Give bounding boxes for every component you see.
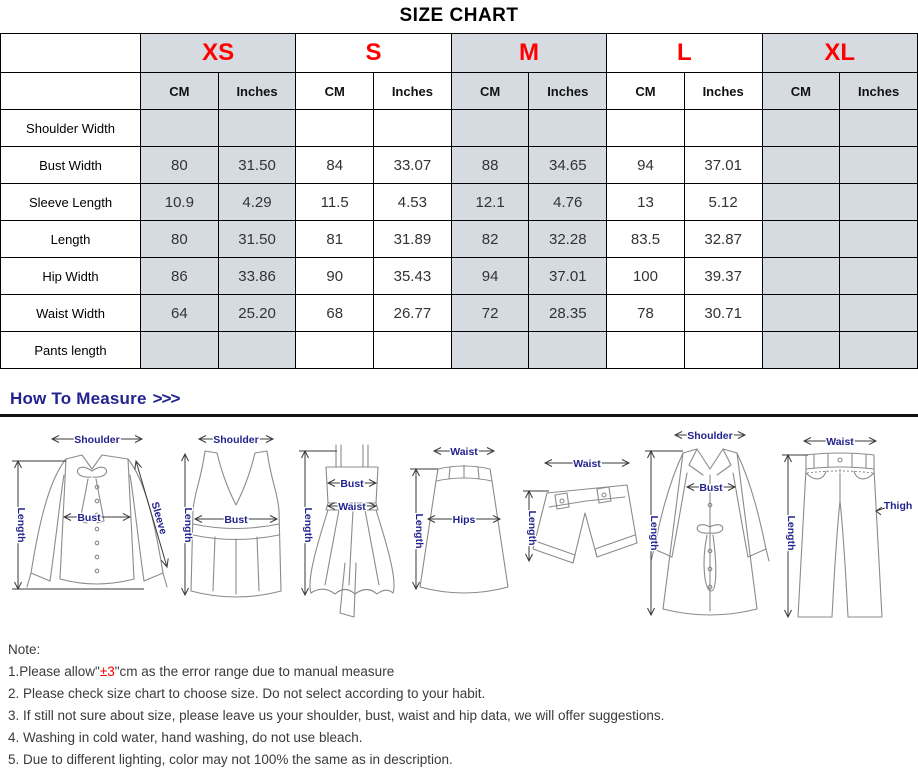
cell (684, 110, 762, 147)
size-chart-table (0, 33, 918, 369)
cell (762, 295, 840, 332)
shorts-length-label: Length (525, 510, 538, 546)
table-row (1, 110, 918, 147)
blouse-diagram (4, 429, 174, 629)
row-label: Shoulder Width (1, 110, 141, 147)
table-row (1, 147, 918, 184)
coat-length-label: Length (648, 515, 661, 551)
unit-header: Inches (684, 73, 762, 110)
note-line-3: 3. If still not sure about size, please leave us your shoulder, bust, waist and hip data, we will offer suggestions. (8, 708, 665, 723)
cell (374, 110, 452, 147)
note-line-1: 1.Please allow"±3"cm as the error range due to manual measure (8, 664, 395, 679)
cell (218, 332, 296, 369)
pants-thigh-label: Thigh (883, 500, 913, 512)
size-header-xl: XL (762, 34, 918, 73)
row-label: Hip Width (1, 258, 141, 295)
size-header-l: L (607, 34, 762, 73)
chevrons-icon: >>> (152, 389, 180, 408)
cell: 84 (296, 147, 374, 184)
cell (607, 110, 685, 147)
cell (762, 184, 840, 221)
cell: 12.1 (451, 184, 529, 221)
cell (529, 332, 607, 369)
skirt-length-label: Length (412, 513, 425, 549)
pants-waist-label: Waist (826, 436, 854, 448)
corner-cell-2 (1, 73, 141, 110)
cell: 86 (141, 258, 219, 295)
cell (296, 332, 374, 369)
row-label: Bust Width (1, 147, 141, 184)
how-to-measure-label: How To Measure (10, 389, 147, 408)
cell (840, 147, 918, 184)
cell: 31.50 (218, 221, 296, 258)
pants-diagram (776, 429, 914, 634)
cell: 35.43 (374, 258, 452, 295)
cell: 37.01 (684, 147, 762, 184)
size-header-row (1, 34, 918, 73)
cell: 37.01 (529, 258, 607, 295)
cell: 28.35 (529, 295, 607, 332)
row-label: Sleeve Length (1, 184, 141, 221)
note-line-2: 2. Please check size chart to choose size. Do not select according to your habit. (8, 686, 486, 701)
cell (141, 110, 219, 147)
cell (762, 147, 840, 184)
how-to-measure-heading (0, 389, 918, 409)
coat-diagram (643, 425, 773, 630)
cell (840, 184, 918, 221)
cell: 5.12 (684, 184, 762, 221)
cell (840, 332, 918, 369)
cell: 88 (451, 147, 529, 184)
unit-header-row (1, 73, 918, 110)
cell: 94 (451, 258, 529, 295)
cell: 25.20 (218, 295, 296, 332)
unit-header: Inches (529, 73, 607, 110)
cell: 78 (607, 295, 685, 332)
cell: 34.65 (529, 147, 607, 184)
cell: 31.50 (218, 147, 296, 184)
tank-length-label: Length (181, 507, 194, 543)
cell (762, 221, 840, 258)
tank-top-diagram (177, 429, 291, 629)
cell (840, 258, 918, 295)
pants-length-label: Length (784, 515, 797, 551)
cell (762, 110, 840, 147)
cell: 72 (451, 295, 529, 332)
table-row (1, 332, 918, 369)
note-line-4: 4. Washing in cold water, hand washing, do not use bleach. (8, 730, 363, 745)
cell: 80 (141, 147, 219, 184)
cell (840, 221, 918, 258)
cell (840, 110, 918, 147)
cell: 83.5 (607, 221, 685, 258)
error-range-value: ±3 (99, 664, 115, 679)
cell: 26.77 (374, 295, 452, 332)
table-row (1, 258, 918, 295)
cell: 100 (607, 258, 685, 295)
page-title: SIZE CHART (399, 5, 519, 26)
dress-diagram (293, 433, 405, 633)
unit-header: CM (762, 73, 840, 110)
cell: 4.53 (374, 184, 452, 221)
dress-bust-label: Bust (340, 478, 364, 490)
size-header-s: S (296, 34, 451, 73)
cell: 31.89 (374, 221, 452, 258)
skirt-hips-label: Hips (452, 514, 476, 526)
cell: 32.87 (684, 221, 762, 258)
cell: 4.29 (218, 184, 296, 221)
cell (141, 332, 219, 369)
note-line-5: 5. Due to different lighting, color may not 100% the same as in description. (8, 752, 453, 767)
tank-shoulder-label: Shoulder (212, 434, 259, 446)
cell (529, 110, 607, 147)
skirt-diagram (408, 439, 516, 639)
cell: 81 (296, 221, 374, 258)
unit-header: Inches (840, 73, 918, 110)
blouse-bust-label: Bust (77, 512, 101, 524)
cell: 10.9 (141, 184, 219, 221)
cell (840, 295, 918, 332)
cell (451, 110, 529, 147)
shorts-waist-label: Waist (572, 458, 601, 470)
table-row (1, 184, 918, 221)
tank-bust-label: Bust (223, 514, 248, 526)
cell: 33.07 (374, 147, 452, 184)
measure-diagrams (0, 417, 918, 629)
cell: 64 (141, 295, 219, 332)
row-label: Pants length (1, 332, 141, 369)
unit-header: Inches (218, 73, 296, 110)
row-label: Length (1, 221, 141, 258)
cell: 4.76 (529, 184, 607, 221)
size-header-m: M (451, 34, 606, 73)
cell (762, 258, 840, 295)
dress-length-label: Length (302, 507, 315, 543)
cell: 68 (296, 295, 374, 332)
coat-shoulder-label: Shoulder (687, 430, 734, 442)
cell: 82 (451, 221, 529, 258)
cell (451, 332, 529, 369)
cell: 11.5 (296, 184, 374, 221)
table-row (1, 221, 918, 258)
unit-header: Inches (374, 73, 452, 110)
cell (762, 332, 840, 369)
table-row (1, 295, 918, 332)
blouse-sleeve-label: Sleeve (148, 500, 170, 536)
cell: 32.28 (529, 221, 607, 258)
cell (684, 332, 762, 369)
unit-header: CM (296, 73, 374, 110)
cell: 39.37 (684, 258, 762, 295)
blouse-shoulder-label: Shoulder (74, 434, 120, 446)
dress-waist-label: Waist (338, 501, 367, 513)
size-header-xs: XS (141, 34, 296, 73)
cell (218, 110, 296, 147)
cell: 94 (607, 147, 685, 184)
cell: 33.86 (218, 258, 296, 295)
row-label: Waist Width (1, 295, 141, 332)
cell: 13 (607, 184, 685, 221)
unit-header: CM (141, 73, 219, 110)
corner-cell (1, 34, 141, 73)
blouse-length-label: Length (15, 507, 27, 543)
coat-bust-label: Bust (699, 482, 723, 494)
cell: 80 (141, 221, 219, 258)
cell (607, 332, 685, 369)
notes-heading: Note: (8, 642, 41, 657)
skirt-waist-label: Waist (450, 446, 478, 458)
shorts-diagram (519, 443, 641, 643)
unit-header: CM (607, 73, 685, 110)
cell: 90 (296, 258, 374, 295)
cell (374, 332, 452, 369)
unit-header: CM (451, 73, 529, 110)
cell (296, 110, 374, 147)
cell: 30.71 (684, 295, 762, 332)
